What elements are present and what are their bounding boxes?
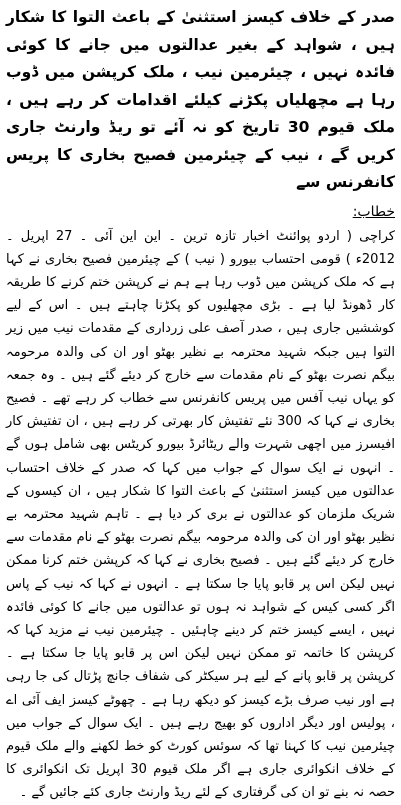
section-label: خطاب: (352, 203, 395, 220)
article-body: کراچی ( اردو پوائنٹ اخبار تازہ ترین ۔ این این آئی ۔ 27 اپریل ۔ 2012ء ) قومی احتساب بیورو ( نیب ) کے چیئرمین فصیح بخاری نے کہا ہے کہ ملک کرپشن میں ڈوب رہا ہے ہم نے کرپشن ختم کرنے کا طریقہ کار ڈھونڈ لیا ہے ۔ بڑی مچھلیوں کو پکڑنا چاہتے ہیں ۔ اس کے لیے کوششیں جاری ہیں ، صدر آصف علی زرداری کے مقدمات نیب میں زیر التوا ہیں جبکہ شہید محترمہ بے نظیر بھٹو اور ان کی والدہ مرحومہ بیگم نصرت بھٹو کے نام مقدمات سے خارج کر دیئے گئے ہیں ۔ وہ جمعہ کو یہاں نیب آفس میں پریس کانفرنس سے خطاب کر رہے تھے ۔ فصیح بخاری نے کہا کہ 300 نئے تفتیش کار بھرتی کر رہے ہیں ، ان تفتیش کار افیسرز میں اچھی شہرت والے ریٹائرڈ بیورو کریٹس بھی شامل ہوں گے ۔ انہوں نے ایک سوال کے جواب میں کہا کہ صدر کے خلاف احتساب عدالتوں میں کیسز استثنیٰ کے باعث التوا کا شکار ہیں ، ان کیسوں کے شریک ملزمان کو عدالتوں نے بری کر دیا ہے ۔ تاہم شہید محترمہ بے نظیر بھٹو اور ان کی والدہ مرحومہ بیگم نصرت بھٹو کے نام مقدمات سے خارج کر دیئے گئے ہیں ۔ فصیح بخاری نے کہا کہ کرپشن ختم کرنا ممکن نہیں لیکن اس پر قابو پایا جا سکتا ہے ۔ انہوں نے کہا کہ نیب کے پاس اگر کسی کیس کے شواہد نہ ہوں تو عدالتوں میں جانے کا کوئی فائدہ نہیں ، ایسے کیسز ختم کر دینے چاہئیں ۔ چیئرمین نیب نے مزید کہا کہ کرپشن کا خاتمہ تو ممکن نہیں لیکن اس پر قابو پایا جا سکتا ہے ۔ کرپشن پر قابو پانے کے لیے ہر سیکٹر کی شفاف جانچ پڑتال کی جا رہی ہے اور نیب صرف بڑے کیسز کو دیکھ رہا ہے ۔ چھوٹے کیسز ایف آئی اے ، پولیس اور دیگر اداروں کو بھیج رہے ہیں ۔ ایک سوال کے جواب میں چیئرمین نیب کا کہنا تھا کہ سوئس کورٹ کو خط لکھنے والے ملک قیوم کے خلاف انکوائری جاری ہے اگر ملک قیوم 30 اپریل تک انکوائری کا حصہ نہ بنے تو ان کی گرفتاری کے لئے ریڈ وارنٹ جاری کئے جائیں گے ۔ (6, 228, 395, 801)
article-headline: صدر کے خلاف کیسز استثنیٰ کے باعث التوا کا شکار ہیں ، شواہد کے بغیر عدالتوں میں جانے کا کوئی فائدہ نہیں ، چیئرمین نیب ، ملک کرپشن میں ڈوب رہا ہے مچھلیاں پکڑنے کیلئے اقدامات کر رہے ہیں ، ملک قیوم 30 تاریخ کو نہ آئے تو ریڈ وارنٹ جاری کریں گے ، نیب کے چیئرمین فصیح بخاری کا پریس کانفرنس سے (6, 8, 395, 191)
